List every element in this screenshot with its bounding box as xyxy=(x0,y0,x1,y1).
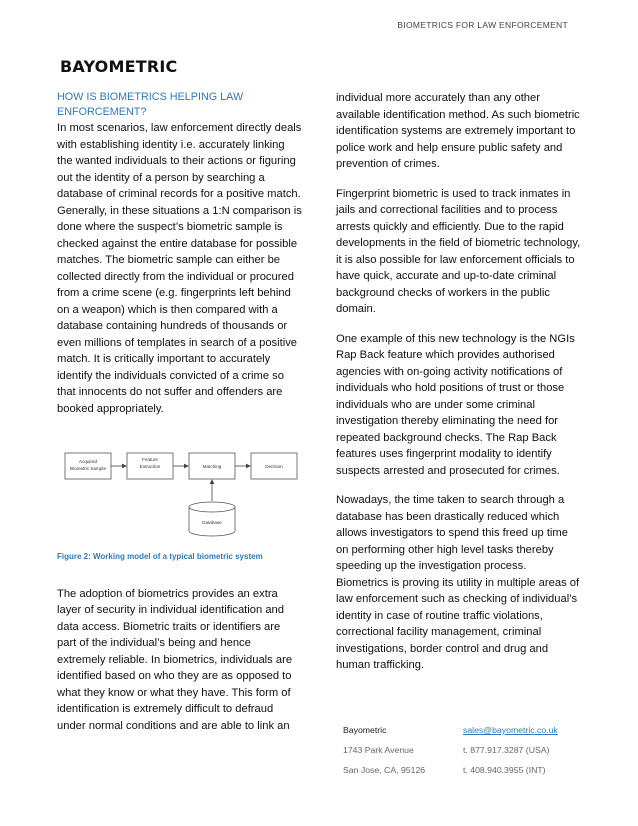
search-time-paragraph: Nowadays, the time taken to search through a database has been drastically reduced which allows investigators to spend this freed up time on performing other high level tasks thereby speeding up the investigation process. Biometrics is proving its utility in multiple areas of law enforcement such as checking of individual’s identity in case of routine traffic violations, correctional facility management, criminal investigations, border control and drug and human trafficking. xyxy=(336,494,580,671)
footer-phone-int: t. 408.940.3955 (INT) xyxy=(463,765,546,775)
svg-text:Acquired: Acquired xyxy=(78,459,98,464)
footer-row xyxy=(343,725,583,745)
left-column xyxy=(57,90,302,746)
svg-text:Feature: Feature xyxy=(142,457,158,462)
footer-company: Bayometric xyxy=(343,725,387,735)
footer-address-1: 1743 Park Avenue xyxy=(343,745,414,755)
intro-paragraph: In most scenarios, law enforcement directly deals with establishing identity i.e. accurately linking the wanted individuals to their actions or figuring out the identity of a person by searching a database of criminal records for a positive match. Generally, in these situations a 1:N comparison is done where the suspect’s biometric sample is checked against the entire database for possible matches. The biometric sample can either be collected directly from the individual or procured from a crime scene (e.g. fingerprints left behind on a weapon) which is then compared with a database containing hundreds of thousands or even millions of templates in search of a positive match. It is critically important to accurately identify the individuals convicted of a crime so that innocents do not suffer and offenders are booked appropriately. xyxy=(57,122,302,415)
diagram-box-decision xyxy=(251,453,297,479)
running-header: BIOMETRICS FOR LAW ENFORCEMENT xyxy=(397,20,568,30)
footer-row xyxy=(343,745,583,765)
contact-footer xyxy=(343,725,583,785)
diagram-box-acquired-sample xyxy=(65,453,111,479)
figure-caption: Figure 2: Working model of a typical biometric system xyxy=(57,552,263,561)
svg-text:Biometric Sample: Biometric Sample xyxy=(70,466,106,471)
biometric-system-diagram xyxy=(57,431,302,541)
svg-text:Matching: Matching xyxy=(202,464,222,469)
footer-row xyxy=(343,765,583,785)
diagram-database-cylinder xyxy=(189,502,235,536)
diagram-box-matching xyxy=(189,453,235,479)
diagram-svg xyxy=(57,431,302,541)
diagram-box-feature-extraction xyxy=(127,453,173,479)
fingerprint-paragraph: Fingerprint biometric is used to track inmates in jails and correctional facilities and to process arrests quickly and efficiently. Due to the rapid developments in the field of biometric technology, it is also possible for law enforcement officials to have quick, accurate and up-to-date criminal background checks of workers in the public domain. xyxy=(336,187,581,315)
svg-text:Decision: Decision xyxy=(265,464,283,469)
rap-back-paragraph: One example of this new technology is the NGIs Rap Back feature which provides authorised agencies with on-going activity notifications of individuals who hold positions of trust or those individuals who are under some criminal investigation thereby eliminating the need for repeated background checks. The Rap Back features uses fingerprint modality to identify suspects arrested and prosecuted for crimes. xyxy=(336,332,575,477)
footer-phone-usa: t. 877.917.3287 (USA) xyxy=(463,745,550,755)
adoption-paragraph: The adoption of biometrics provides an extra layer of security in individual identification and data access. Biometric traits or identifiers are part of the individual’s being and hence extremely reliable. In biometrics, individuals are identified based on who they are as opposed to what they know or what they have. This form of identification is extremely difficult to defraud under normal conditions and are able to link an xyxy=(57,587,293,732)
footer-address-2: San Jose, CA, 95126 xyxy=(343,765,426,775)
svg-text:Database: Database xyxy=(202,520,222,525)
company-logo: BAYOMETRIC xyxy=(60,57,178,76)
footer-email-link[interactable]: sales@bayometric.co.uk xyxy=(463,725,558,735)
section-heading: HOW IS BIOMETRICS HELPING LAW ENFORCEMENT? xyxy=(57,91,244,118)
svg-text:Extraction: Extraction xyxy=(139,464,161,469)
right-column xyxy=(336,90,581,687)
continued-paragraph: individual more accurately than any other available identification method. As such biometric identification systems are extremely important to police work and help ensure public safety and prevention of crimes. xyxy=(336,92,580,170)
